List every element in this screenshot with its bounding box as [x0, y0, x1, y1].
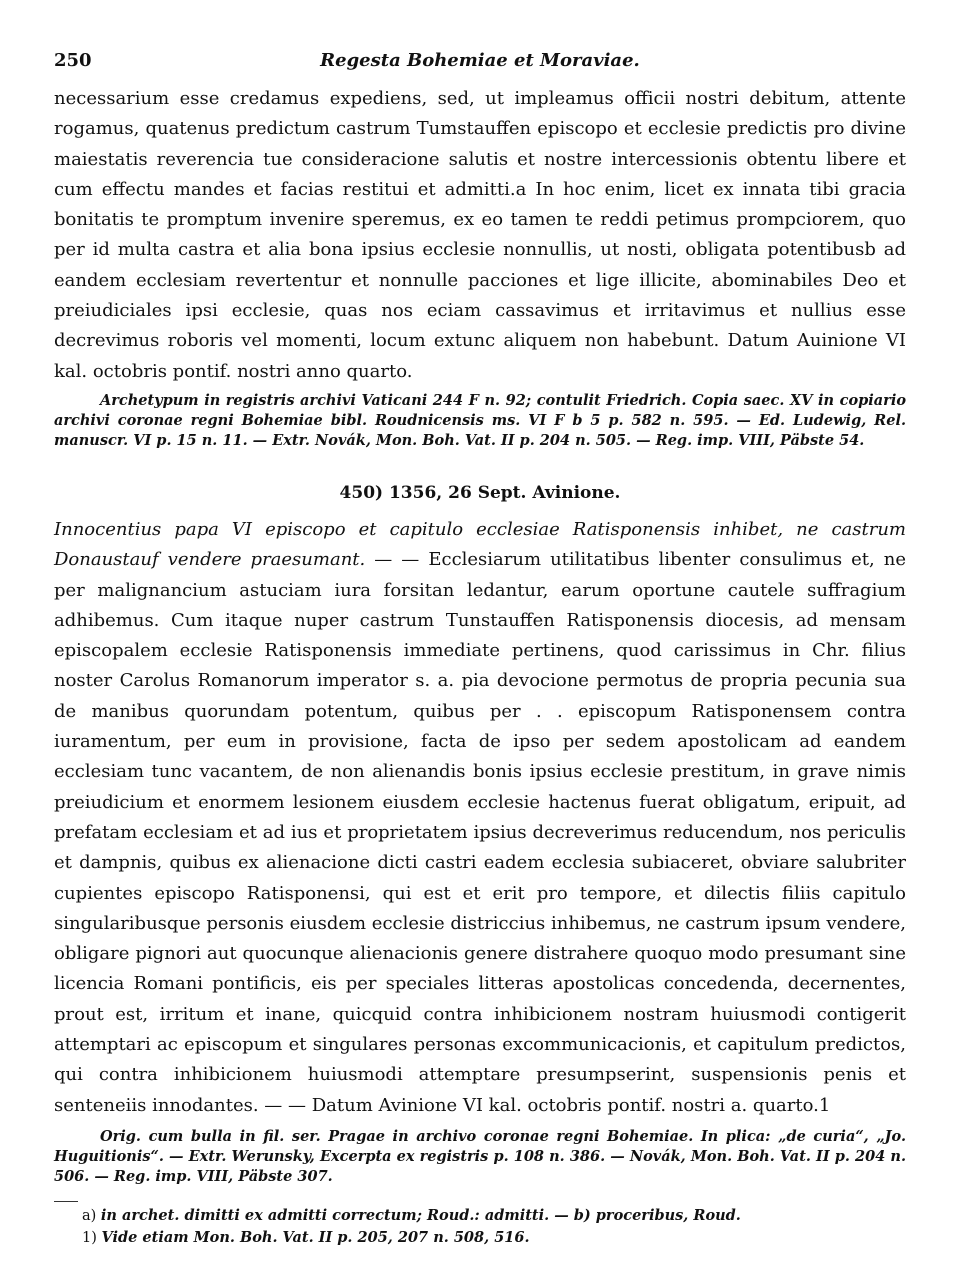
- footnote-text: Vide etiam Mon. Boh. Vat. II p. 205, 207 n. 508, 516.: [101, 1228, 530, 1246]
- footnote-text: in archet. dimitti ex admitti correctum; Roud.: admitti. — b) proceribus, Roud.: [100, 1206, 741, 1224]
- entry-heading: 450) 1356, 26 Sept. Avinione.: [339, 482, 621, 503]
- previous-entry-text: necessarium esse credamus expediens, sed, ut impleamus officii nostri debitum, attente rogamus, quatenus predictum castrum Tumstauffen episcopo et ecclesie predictis pro divine maiestatis reverencia tue consideracione salutis et nostre intercessionis obtentu libere et cum effectu mandes et facias restitui et admitti.a In hoc enim, licet ex innata tibi gracia bonitatis te promptum invenire speremus, ex eo tamen te reddi petimus prompciorem, quo per id multa castra et alia bona ipsius ecclesie nonnullis, ut nosti, obligata potentibusb ad eandem ecclesiam revertentur et nonnulle pacciones et lige illicite, abominabiles Deo et preiudiciales ipsi ecclesie, quas nos eciam cassavimus et irritavimus et nullius esse decrevimus roboris vel momenti, locum extunc aliquem non habebunt. Datum Auinione VI kal. octobris pontif. nostri anno quarto.: [54, 88, 906, 382]
- entry-body: [54, 515, 906, 1121]
- entry-text: — — Ecclesiarum utilitatibus libenter consulimus et, ne per malignancium astuciam iura forsitan ledantur, earum oportune cautele suffragium adhibemus. Cum itaque nuper castrum Tunstauffen Ratisponensis diocesis, ad mensam episcopalem ecclesie Ratisponensis immediate pertinens, quod carissimus in Chr. filius noster Carolus Romanorum imperator s. a. pia devocione permotus de propria pecunia sua de manibus quorundam potentum, quibus per . . episcopum Ratisponensem contra iuramentum, per eum in provisione, facta de ipso per sedem apostolicam ad eandem ecclesiam tunc vacantem, de non alienandis bonis ipsius ecclesie prestitum, in grave nimis preiudicium et enormem lesionem eiusdem ecclesie hactenus fuerat obligatum, eripuit, ad prefatam ecclesiam et ad ius et proprietatem ipsius decreverimus reducendum, nos periculis et dampnis, quibus ex alienacione dicti castri eadem ecclesia subiaceret, obviare salubriter cupientes episcopo Ratisponensi, qui est et erit pro tempore, et dilectis filiis capitulo singularibusque personis eiusdem ecclesie districcius inhibemus, ne castrum ipsum vendere, obligare pignori aut quocunque alienacionis genere distrahere quoquo modo presumant sine licencia Romani pontificis, eis per speciales litteras apostolicas concedenda, decernentes, prout est, irritum et inane, quicquid contra inhibicionem nostram huiusmodi contigerit attemptari ac episcopum et singulares personas excommunicacionis, et capitulum predictos, qui contra inhibicionem huiusmodi attemptare presumpserint, suspensionis penis et senteneiis innodantes. — — Datum Avinione VI kal. octobris pontif. nostri a. quarto.1: [54, 549, 906, 1116]
- document-page: [54, 40, 906, 1248]
- footnote-divider: [54, 1201, 78, 1202]
- running-title: Regesta Bohemiae et Moraviae.: [320, 50, 640, 71]
- entry-summary: Innocentius papa VI episcopo et capitulo ecclesiae Ratisponensis inhibet, ne castrum Donaustauf vendere praesumant.: [54, 518, 906, 571]
- page-header: [54, 40, 906, 84]
- footnote-marker: a): [82, 1207, 97, 1224]
- entry-source: Orig. cum bulla in fil. ser. Pragae in archivo coronae regni Bohemiae. In plica: „de curia“, „Jo. Huguitionis“. — Extr. Werunsky, Excerpta ex registris p. 108 n. 386. — Novák, Mon. Boh. Vat. II p. 204 n. 506. — Reg. imp. VIII, Päbste 307.: [54, 1127, 906, 1185]
- page-number: 250: [54, 50, 92, 71]
- footnote-marker: 1): [82, 1229, 97, 1246]
- footnote: [82, 1228, 906, 1248]
- footnote: [82, 1206, 906, 1226]
- previous-entry-source: Archetypum in registris archivi Vaticani 244 F n. 92; contulit Friedrich. Copia saec. XV in copiario archivi coronae regni Bohemiae bibl. Roudnicensis ms. VI F b 5 p. 582 n. 595. — Ed. Ludewig, Rel. manuscr. VI p. 15 n. 11. — Extr. Novák, Mon. Boh. Vat. II p. 204 n. 505. — Reg. imp. VIII, Päbste 54.: [54, 391, 906, 449]
